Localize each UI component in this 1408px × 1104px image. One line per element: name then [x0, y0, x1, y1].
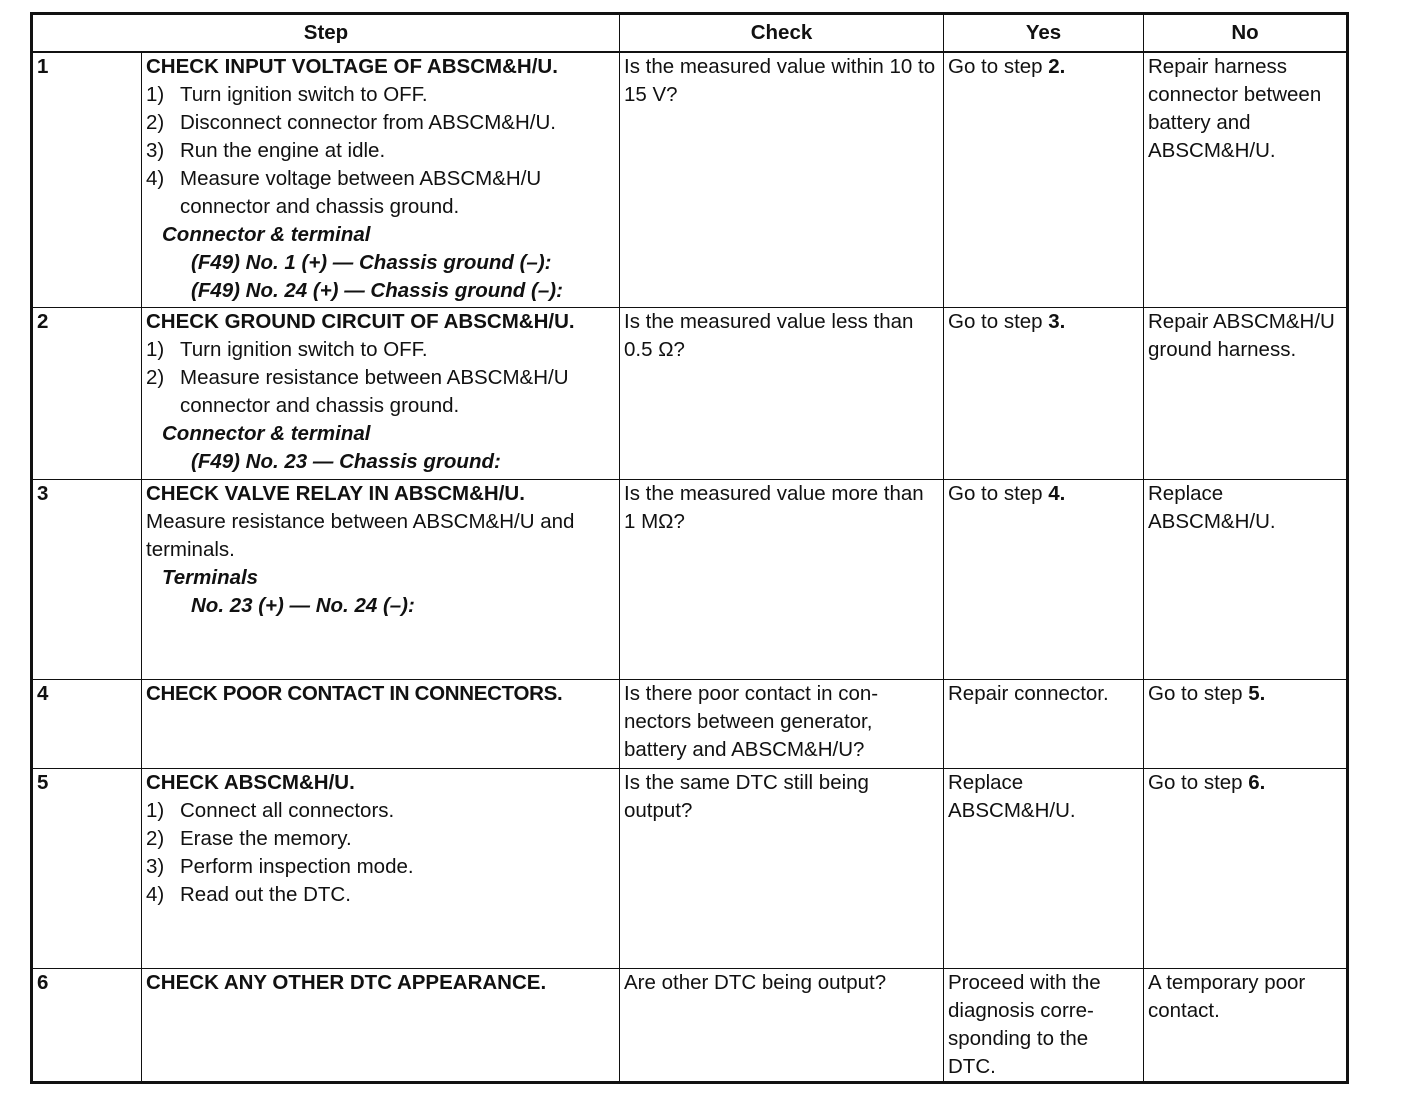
yes-text: Go to step — [948, 309, 1049, 333]
yes-step-ref: 4. — [1048, 481, 1066, 505]
substep-text: Measure voltage between ABSCM&H/U connector and chassis ground. — [180, 167, 542, 218]
substep — [146, 364, 615, 420]
substep-number: 1) — [146, 798, 165, 822]
substep — [146, 881, 615, 909]
step-cell — [142, 679, 620, 768]
step-title: CHECK POOR CONTACT IN CONNECTORS. — [146, 681, 563, 705]
substep — [146, 797, 615, 825]
no-cell — [1144, 768, 1348, 968]
check-cell: Is the measured value more than 1 MΩ? — [620, 479, 944, 679]
substep-text: Measure resistance between ABSCM&H/U connector and chassis ground. — [180, 365, 569, 417]
substep — [146, 853, 615, 881]
step-number: 4 — [32, 679, 142, 768]
step-number: 1 — [32, 52, 142, 307]
substep — [146, 165, 615, 221]
yes-text: Go to step — [948, 481, 1049, 505]
step-number: 2 — [32, 307, 142, 479]
step-number: 6 — [32, 968, 142, 1082]
yes-cell — [944, 307, 1144, 479]
substep — [146, 825, 615, 853]
substep-number: 2) — [146, 826, 165, 850]
step-cell — [142, 52, 620, 307]
check-cell: Is there poor contact in con-nectors between generator, battery and ABSCM&H/U? — [620, 679, 944, 768]
header-yes: Yes — [944, 14, 1144, 53]
substep-text: Turn ignition switch to OFF. — [180, 337, 428, 361]
step-title: CHECK VALVE RELAY IN ABSCM&H/U. — [146, 481, 525, 505]
table-row — [32, 968, 1348, 1082]
substep-text: Disconnect connector from ABSCM&H/U. — [180, 111, 556, 134]
terminal-spec: No. 23 (+) — No. 24 (–): — [191, 593, 415, 617]
table-row — [32, 52, 1348, 307]
substep-number: 3) — [146, 139, 165, 162]
substep — [146, 137, 615, 165]
step-number: 5 — [32, 768, 142, 968]
substep-text: Erase the memory. — [180, 826, 352, 850]
check-cell: Are other DTC being output? — [620, 968, 944, 1082]
no-cell: Replace ABSCM&H/U. — [1144, 479, 1348, 679]
yes-cell: Repair connector. — [944, 679, 1144, 768]
terminal-spec: (F49) No. 24 (+) — Chassis ground (–): — [191, 279, 563, 302]
step-cell — [142, 479, 620, 679]
table-row — [32, 768, 1348, 968]
check-cell: Is the measured value less than 0.5 Ω? — [620, 307, 944, 479]
substep-text: Run the engine at idle. — [180, 139, 386, 162]
header-no: No — [1144, 14, 1348, 53]
step-cell — [142, 768, 620, 968]
no-text: Go to step — [1148, 770, 1249, 794]
substep-number: 1) — [146, 337, 165, 361]
yes-step-ref: 2. — [1048, 55, 1066, 78]
substep — [146, 109, 615, 137]
no-step-ref: 5. — [1248, 681, 1266, 705]
step-title: CHECK INPUT VOLTAGE OF ABSCM&H/U. — [146, 55, 558, 78]
header-check: Check — [620, 14, 944, 53]
substep-number: 4) — [146, 167, 165, 190]
step-cell — [142, 968, 620, 1082]
no-cell — [1144, 679, 1348, 768]
yes-cell: Proceed with the diagnosis corre-sponding to the DTC. — [944, 968, 1144, 1082]
yes-cell — [944, 479, 1144, 679]
yes-text: Go to step — [948, 55, 1049, 78]
diagnostic-table — [30, 12, 1349, 1084]
no-cell: A temporary poor contact. — [1144, 968, 1348, 1082]
substep-text: Turn ignition switch to OFF. — [180, 83, 428, 106]
yes-cell — [944, 52, 1144, 307]
step-cell — [142, 307, 620, 479]
check-cell: Is the measured value within 10 to 15 V? — [620, 52, 944, 307]
substep-number: 3) — [146, 854, 165, 878]
substep — [146, 336, 615, 364]
substep-number: 2) — [146, 365, 165, 389]
terminal-spec: (F49) No. 1 (+) — Chassis ground (–): — [191, 251, 552, 274]
table-row — [32, 479, 1348, 679]
step-number: 3 — [32, 479, 142, 679]
substep-number: 1) — [146, 83, 165, 106]
step-title: CHECK ANY OTHER DTC APPEARANCE. — [146, 970, 547, 994]
substep-number: 2) — [146, 111, 165, 134]
no-cell: Repair ABSCM&H/U ground harness. — [1144, 307, 1348, 479]
no-step-ref: 6. — [1248, 770, 1266, 794]
terminal-label: Terminals — [162, 565, 259, 589]
terminal-label: Connector & terminal — [162, 421, 371, 445]
table-row — [32, 307, 1348, 479]
step-instruction: Measure resistance between ABSCM&H/U and terminals. — [146, 509, 575, 561]
substep-text: Connect all connectors. — [180, 798, 395, 822]
substep-number: 4) — [146, 882, 165, 906]
check-cell: Is the same DTC still being output? — [620, 768, 944, 968]
substep — [146, 81, 615, 109]
terminal-spec: (F49) No. 23 — Chassis ground: — [191, 449, 501, 473]
step-title: CHECK GROUND CIRCUIT OF ABSCM&H/U. — [146, 309, 575, 333]
no-cell: Repair harness connector between battery and ABSCM&H/U. — [1144, 52, 1348, 307]
header-row — [32, 14, 1348, 53]
yes-step-ref: 3. — [1048, 309, 1066, 333]
no-text: Go to step — [1148, 681, 1249, 705]
header-step: Step — [32, 14, 620, 53]
substep-text: Perform inspection mode. — [180, 854, 414, 878]
table-row — [32, 679, 1348, 768]
substep-text: Read out the DTC. — [180, 882, 351, 906]
terminal-label: Connector & terminal — [162, 223, 371, 246]
step-title: CHECK ABSCM&H/U. — [146, 770, 355, 794]
yes-cell: Replace ABSCM&H/U. — [944, 768, 1144, 968]
